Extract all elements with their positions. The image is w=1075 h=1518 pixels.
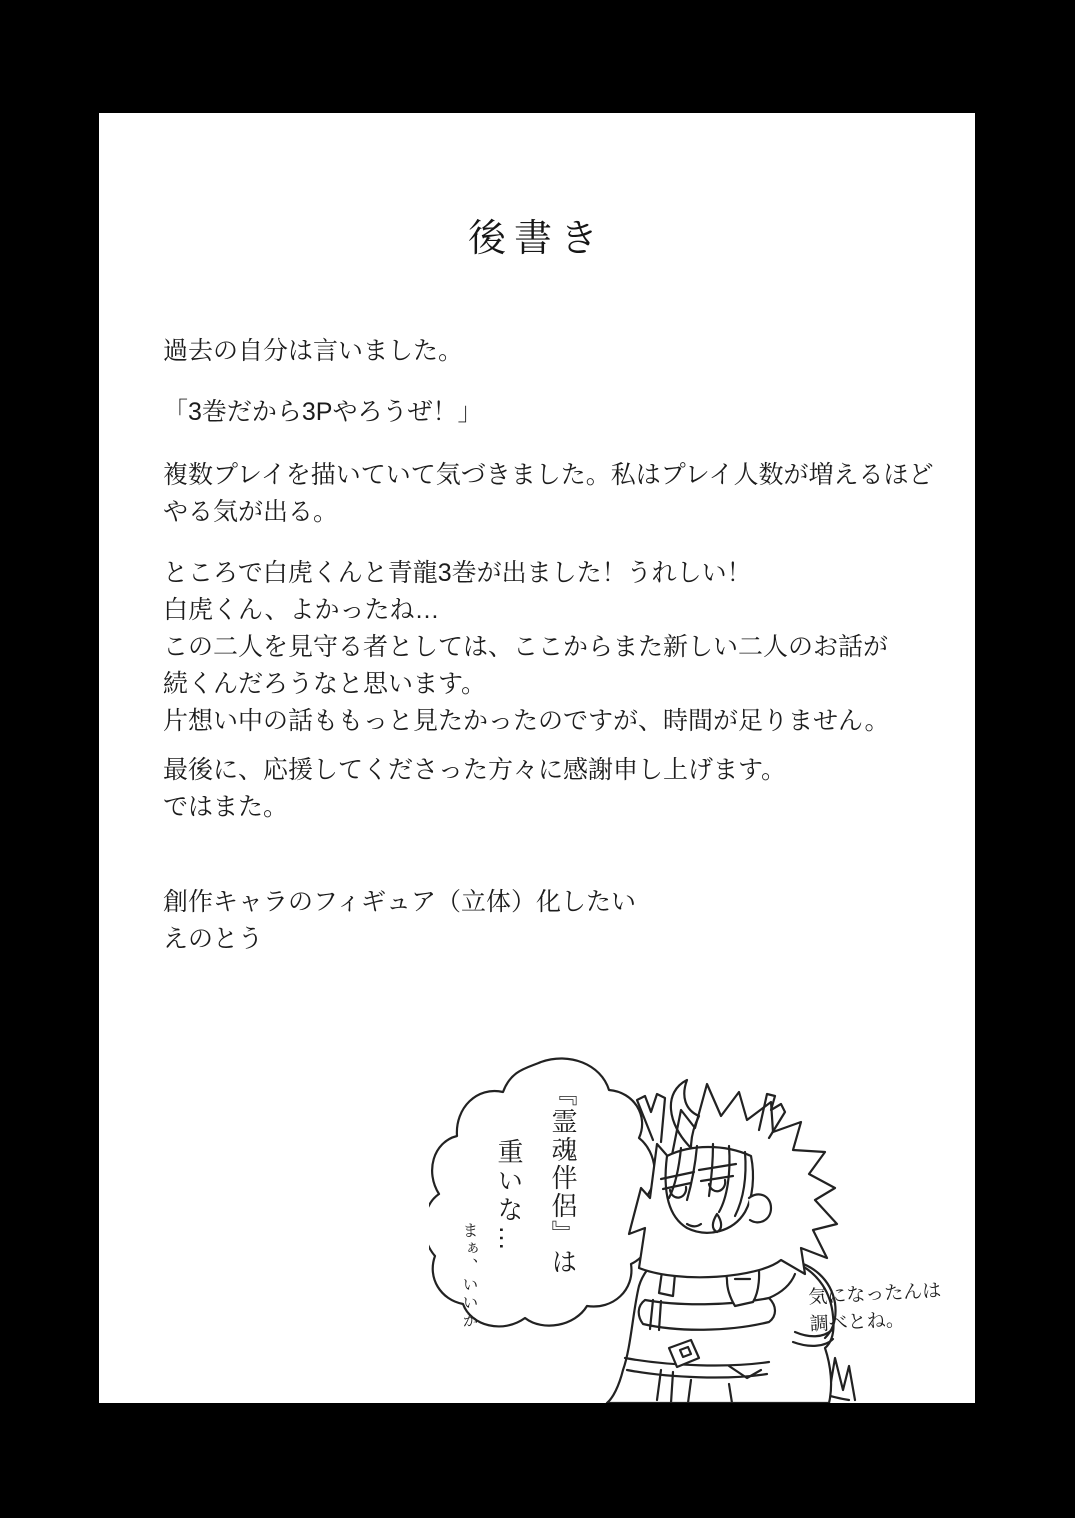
text-line: 創作キャラのフィギュア（立体）化したい (163, 888, 637, 916)
text-line: 白虎くん、よかったね… (163, 596, 440, 624)
text-line: やる気が出る。 (163, 498, 339, 526)
margin-note-line: 調べとね。 (809, 1309, 906, 1336)
margin-note (808, 1278, 944, 1339)
text-line: 「3巻だから3Pやろうぜ！」 (163, 398, 483, 426)
paragraph-realization (163, 457, 934, 531)
illustration-afterword-sketch (429, 1048, 975, 1403)
text-line: 複数プレイを描いていて気づきました。私はプレイ人数が増えるほど (163, 461, 934, 489)
paragraph-past-self (163, 333, 463, 370)
thought-bubble-text-sub: 重いな… (494, 1138, 524, 1254)
author-signature (163, 884, 636, 958)
page-title: 後書き (467, 218, 606, 260)
afterword-page (99, 113, 975, 1403)
ear (749, 1194, 771, 1222)
thought-bubble-text-main: 『霊魂伴侶』は (548, 1080, 578, 1276)
text-line: ではまた。 (163, 793, 289, 821)
text-line: えのとう (163, 925, 264, 953)
paragraph-thanks (163, 752, 786, 826)
text-line: 片想い中の話ももっと見たかったのですが、時間が足りません。 (163, 707, 890, 735)
text-line: 続くんだろうなと思います。 (163, 670, 487, 698)
thought-bubble-text-aside: まぁ、いいか (460, 1222, 477, 1330)
text-line: この二人を見守る者としては、ここからまた新しい二人のお話が (163, 633, 889, 661)
margin-note-line: 気になったんは (807, 1280, 942, 1309)
text-line: 過去の自分は言いました。 (163, 337, 464, 365)
text-line: ところで白虎くんと青龍3巻が出ました！うれしい！ (163, 559, 752, 587)
text-line: 最後に、応援してくださった方々に感謝申し上げます。 (163, 756, 787, 784)
paragraph-volume3 (163, 555, 890, 740)
paragraph-quote (163, 394, 482, 431)
